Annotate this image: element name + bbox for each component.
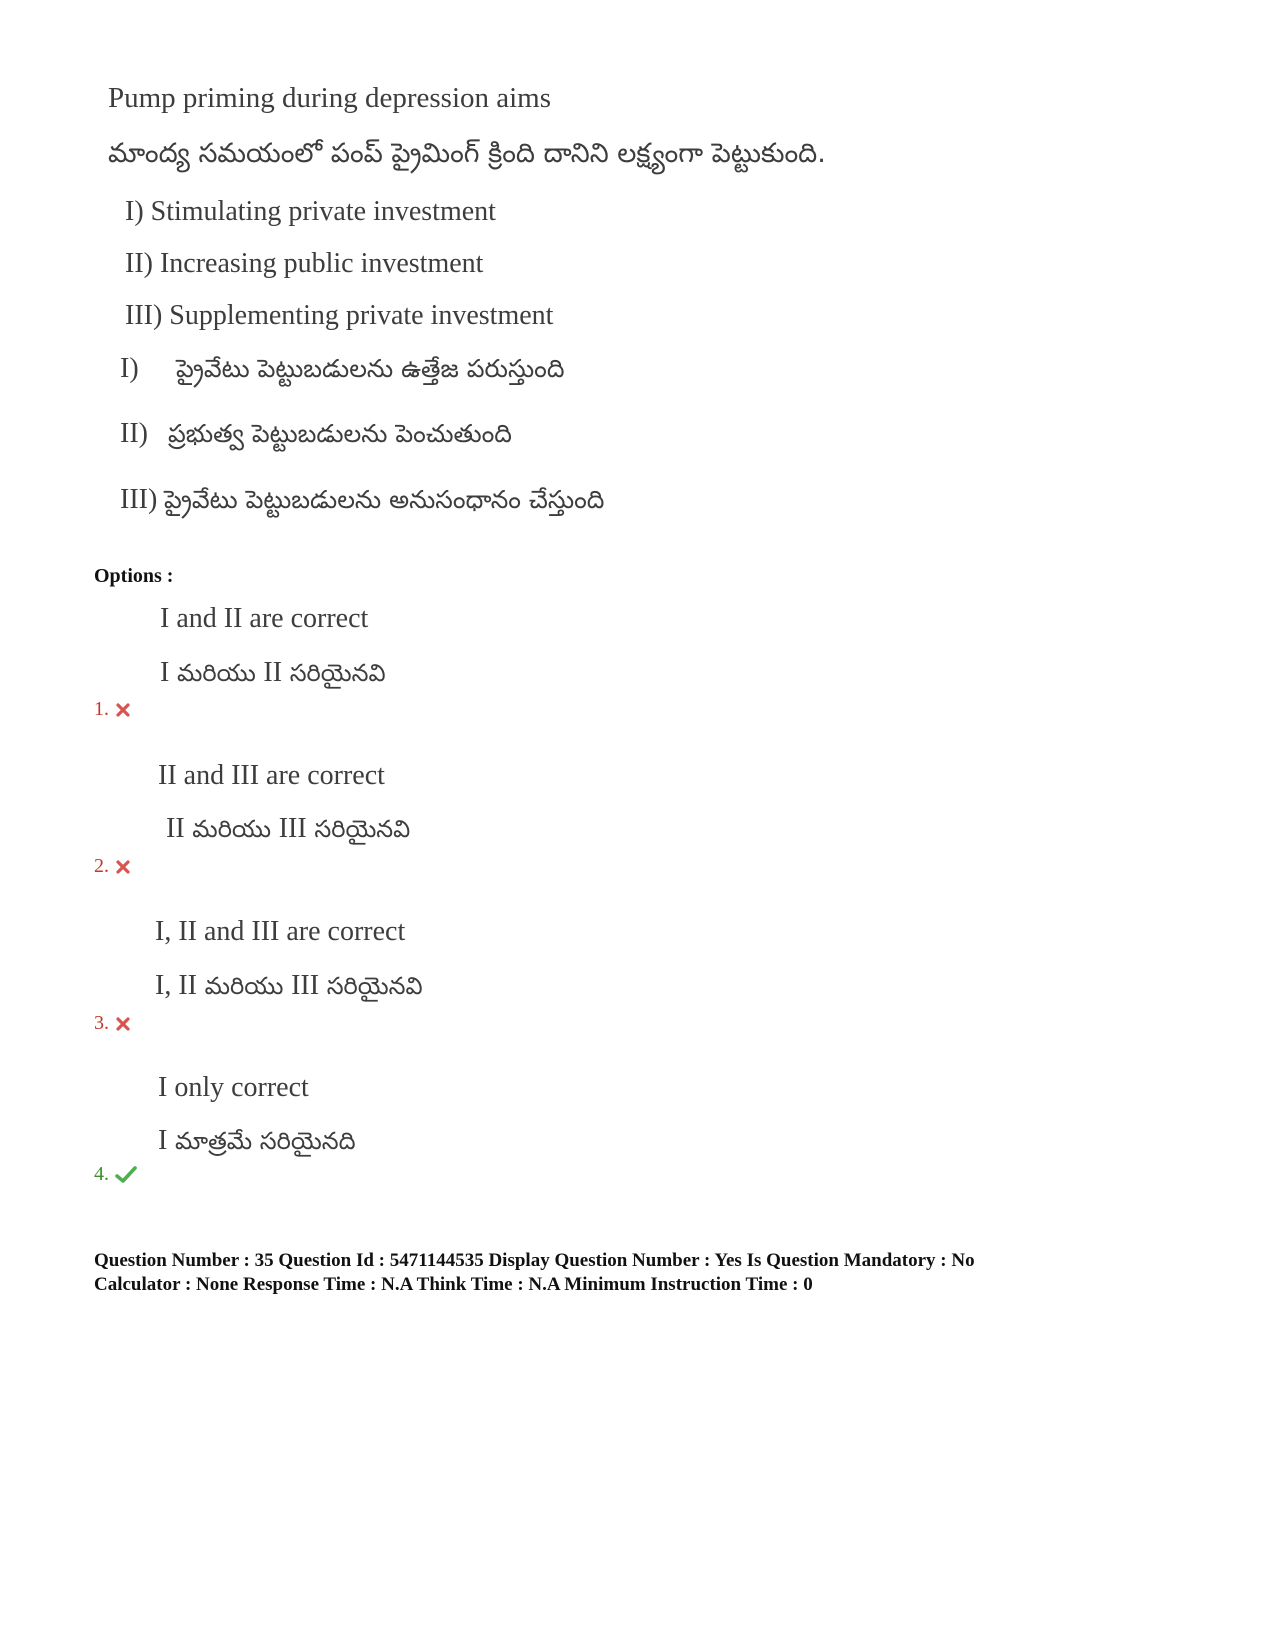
statement-1: I) Stimulating private investment <box>125 196 496 227</box>
option-2-telugu <box>166 813 410 849</box>
statement-telugu-number: I) <box>120 353 139 384</box>
option-telugu-word: మాత్రమే <box>174 1127 253 1155</box>
option-telugu-roman: II <box>263 657 283 688</box>
statement-telugu-text: ప్రభుత్వ పెట్టుబడులను పెంచుతుంది <box>168 419 512 448</box>
option-3-number[interactable] <box>94 1012 131 1035</box>
statement-telugu-number: III) <box>120 484 158 515</box>
statement-telugu-text: ప్రైవేటు పెట్టుబడులను అనుసంధానం చేస్తుంది <box>164 485 605 514</box>
option-telugu-word: సరియైనవి <box>326 972 423 1000</box>
option-telugu-roman: III <box>291 970 320 1001</box>
statement-telugu-3 <box>120 484 604 521</box>
option-telugu-roman: III <box>278 813 307 844</box>
question-meta-line-1: Question Number : 35 Question Id : 5471144535 Display Question Number : Yes Is Question Mandatory : No <box>94 1250 975 1271</box>
wrong-mark-icon <box>115 859 131 875</box>
option-1-number[interactable] <box>94 698 131 721</box>
option-telugu-roman: I, II <box>155 970 197 1001</box>
option-number-label: 3. <box>94 1012 109 1034</box>
question-title: Pump priming during depression aims <box>108 82 552 114</box>
option-telugu-word: సరియైనది <box>259 1127 356 1155</box>
option-telugu-word: మరియు <box>176 659 256 687</box>
statement-2: II) Increasing public investment <box>125 248 484 279</box>
question-title-telugu: మాంద్య సమయంలో పంప్ ప్రైమింగ్ క్రింది దానిని లక్ష్యంగా పెట్టుకుంది. <box>108 138 826 169</box>
option-telugu-word: మరియు <box>192 815 272 843</box>
statement-telugu-text: ప్రైవేటు పెట్టుబడులను ఉత్తేజ పరుస్తుంది <box>176 354 565 383</box>
option-telugu-roman: I <box>158 1125 168 1156</box>
option-3-telugu <box>155 970 423 1006</box>
option-2-number[interactable] <box>94 855 131 878</box>
option-telugu-roman: II <box>166 813 185 844</box>
option-telugu-word: సరియైనవి <box>289 659 386 687</box>
option-telugu-roman: I <box>160 657 170 688</box>
option-number-label: 4. <box>94 1163 109 1185</box>
statement-telugu-2 <box>120 418 512 455</box>
options-label: Options : <box>94 565 174 587</box>
correct-check-icon <box>115 1166 137 1184</box>
question-meta-line-2: Calculator : None Response Time : N.A Think Time : N.A Minimum Instruction Time : 0 <box>94 1274 813 1295</box>
option-4-telugu <box>158 1125 356 1161</box>
option-number-label: 2. <box>94 855 109 877</box>
option-1-english: I and II are correct <box>160 603 369 634</box>
option-4-number[interactable] <box>94 1163 137 1186</box>
option-1-telugu <box>160 657 386 693</box>
option-4-english: I only correct <box>158 1072 309 1103</box>
option-number-label: 1. <box>94 698 109 720</box>
option-2-english: II and III are correct <box>158 760 385 791</box>
statement-telugu-1 <box>120 353 564 390</box>
wrong-mark-icon <box>115 702 131 718</box>
wrong-mark-icon <box>115 1016 131 1032</box>
option-3-english: I, II and III are correct <box>155 916 406 947</box>
option-telugu-word: మరియు <box>204 972 284 1000</box>
statement-3: III) Supplementing private investment <box>125 300 554 331</box>
option-telugu-word: సరియైనవి <box>314 815 411 843</box>
statement-telugu-number: II) <box>120 418 148 449</box>
